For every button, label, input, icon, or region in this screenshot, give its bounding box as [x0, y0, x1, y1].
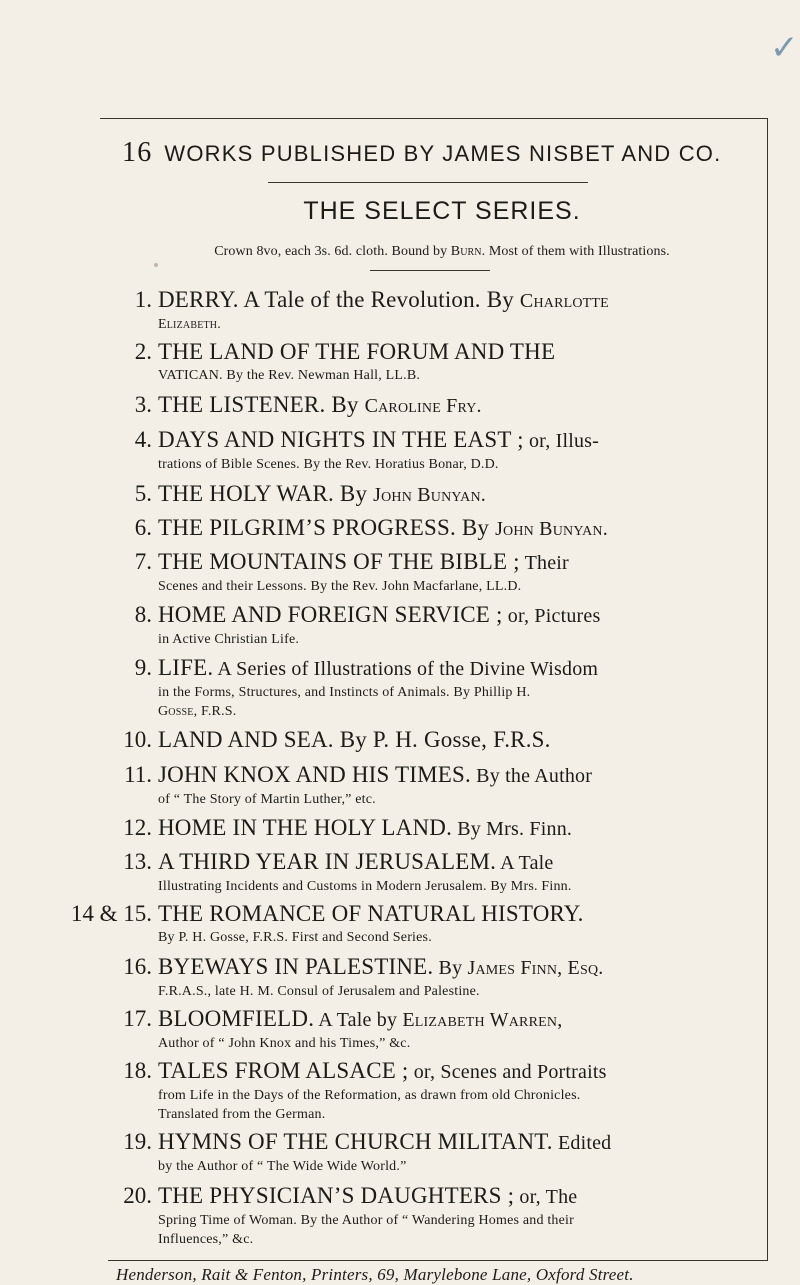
entry-detail: By P. H. Gosse, F.R.S. First and Second Series.: [158, 930, 432, 945]
entry-title: HYMNS OF THE CHURCH MILITANT.: [158, 1129, 553, 1154]
running-header: [122, 137, 762, 169]
entry-title: THE LISTENER.: [158, 392, 326, 417]
entry-detail: Translated from the German.: [158, 1107, 326, 1122]
entry-title: THE HOLY WAR.: [158, 481, 334, 506]
entry-number: 19.: [123, 1129, 152, 1154]
entry-detail: F.R.A.S., late H. M. Consul of Jerusalem and Palestine.: [158, 984, 480, 999]
entry-title: BLOOMFIELD.: [158, 1006, 315, 1031]
entry-title: THE MOUNTAINS OF THE BIBLE ;: [158, 549, 520, 574]
ornament-rule: [370, 270, 490, 271]
entry-number: 18.: [123, 1058, 152, 1083]
entry-detail: Influences,” &c.: [158, 1232, 254, 1247]
entry-number: 2.: [134, 339, 152, 364]
entry-title: THE PHYSICIAN’S DAUGHTERS ;: [158, 1183, 515, 1208]
entry-number: 12.: [123, 815, 152, 840]
page-number: 16: [122, 137, 153, 168]
ink-speck: [154, 263, 158, 267]
entry-number: 9.: [134, 655, 152, 680]
running-title: WORKS PUBLISHED BY JAMES NISBET AND CO.: [164, 141, 722, 166]
series-title: THE SELECT SERIES.: [303, 197, 581, 225]
entry-number: 20.: [123, 1183, 152, 1208]
entry-detail: Gosse, F.R.S.: [158, 704, 237, 719]
entry-number: 16.: [123, 954, 152, 979]
entry-detail: Illustrating Incidents and Customs in Modern Jerusalem. By Mrs. Finn.: [158, 879, 572, 894]
entry-title: A THIRD YEAR IN JERUSALEM.: [158, 849, 497, 874]
top-rule: [100, 118, 768, 119]
entry-detail: VATICAN. By the Rev. Newman Hall, LL.B.: [158, 368, 421, 383]
entry-detail: Elizabeth.: [158, 317, 221, 332]
entry-detail: Spring Time of Woman. By the Author of “ Wandering Homes and their: [158, 1213, 575, 1228]
entry-title: DAYS AND NIGHTS IN THE EAST ;: [158, 427, 524, 452]
entry-number: 3.: [134, 392, 152, 417]
entry-title: THE PILGRIM’S PROGRESS.: [158, 515, 456, 540]
entry-detail: in the Forms, Structures, and Instincts of Animals. By Phillip H.: [158, 685, 531, 700]
entry-number: 4.: [134, 427, 152, 452]
entry-title: HOME AND FOREIGN SERVICE ;: [158, 602, 503, 627]
entry-number: 11.: [124, 762, 152, 787]
entry-number: 7.: [134, 549, 152, 574]
entry-title: THE ROMANCE OF NATURAL HISTORY.: [158, 901, 584, 926]
entry-number: 8.: [134, 602, 152, 627]
check-mark-icon: ✓: [770, 28, 799, 68]
entry-number: 13.: [123, 849, 152, 874]
entry-number: 10.: [123, 727, 152, 752]
printer-imprint: Henderson, Rait & Fenton, Printers, 69, Marylebone Lane, Oxford Street.: [116, 1265, 634, 1284]
entry-title: TALES FROM ALSACE ;: [158, 1058, 409, 1083]
entry-number: 6.: [134, 515, 152, 540]
entry-detail: of “ The Story of Martin Luther,” etc.: [158, 792, 376, 807]
entry-number: 1.: [134, 287, 152, 312]
entry-title: DERRY.: [158, 287, 239, 312]
entry-detail: trations of Bible Scenes. By the Rev. Horatius Bonar, D.D.: [158, 457, 499, 472]
entry-title: JOHN KNOX AND HIS TIMES.: [158, 762, 471, 787]
entry-title: HOME IN THE HOLY LAND.: [158, 815, 453, 840]
entry-detail: Scenes and their Lessons. By the Rev. John Macfarlane, LL.D.: [158, 579, 522, 594]
entry-number: 17.: [123, 1006, 152, 1031]
entry-title: THE LAND OF THE FORUM AND THE: [158, 339, 556, 364]
entry-detail: Author of “ John Knox and his Times,” &c.: [158, 1036, 411, 1051]
bottom-rule: [108, 1260, 768, 1261]
entry-title: LIFE.: [158, 655, 214, 680]
header-rule: [268, 182, 588, 183]
entry-number: 5.: [134, 481, 152, 506]
entry-detail: in Active Christian Life.: [158, 632, 300, 647]
entry-title: BYEWAYS IN PALESTINE.: [158, 954, 434, 979]
entry-detail: by the Author of “ The Wide Wide World.”: [158, 1159, 407, 1174]
right-rule: [767, 118, 768, 1260]
series-intro: Crown 8vo, each 3s. 6d. cloth. Bound by Burn. Most of them with Illustrations.: [214, 244, 670, 259]
entry-detail: from Life in the Days of the Reformation, as drawn from old Chronicles.: [158, 1088, 581, 1103]
entry-title: LAND AND SEA.: [158, 727, 334, 752]
entry-number: 14 & 15.: [70, 901, 152, 926]
binder-name: Burn: [450, 244, 482, 259]
